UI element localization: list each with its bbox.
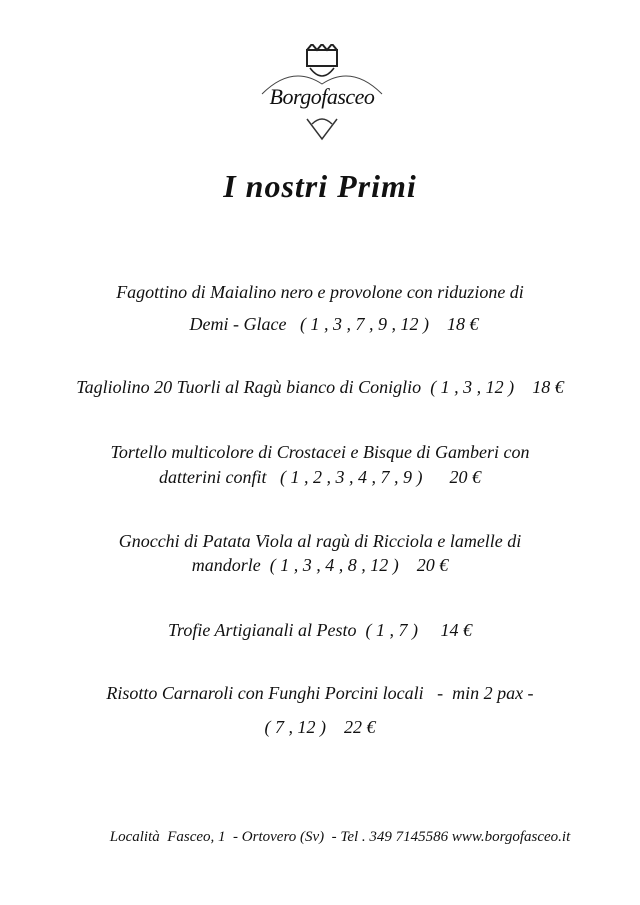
menu-item-3-details: datterini confit ( 1 , 2 , 3 , 4 , 7 , 9 ) 20 € [159, 467, 481, 487]
menu-item-4-details: mandorle ( 1 , 3 , 4 , 8 , 12 ) 20 € [191, 555, 449, 575]
menu-item-3-name: Tortello multicolore di Crostacei e Bisque di Gamberi con [110, 442, 530, 462]
price: 18 € [532, 377, 564, 397]
allergens: ( 1 , 3 , 4 , 8 , 12 ) [269, 555, 399, 575]
price: 18 € [446, 314, 479, 334]
page-title: I nostri Primi [223, 168, 417, 204]
logo-text: Borgofasceo [269, 84, 375, 109]
note: - min 2 pax - [437, 683, 534, 703]
price: 20 € [416, 555, 449, 575]
price: 14 € [440, 620, 473, 640]
menu-item-6-name: Risotto Carnaroli con Funghi Porcini locali - min 2 pax - [106, 683, 534, 703]
allergens: ( 7 , 12 ) [264, 717, 326, 737]
footer-contact: Località Fasceo, 1 - Ortovero (Sv) - Tel . 349 7145586 www.borgofasceo.it [109, 829, 571, 845]
allergens: ( 1 , 2 , 3 , 4 , 7 , 9 ) [280, 467, 423, 487]
menu-item-4-name: Gnocchi di Patata Viola al ragù di Ricciola e lamelle di [118, 531, 522, 551]
restaurant-logo [252, 44, 392, 144]
price: 22 € [344, 717, 376, 737]
allergens: ( 1 , 3 , 12 ) [430, 377, 515, 397]
menu-item-1-name: Fagottino di Maialino nero e provolone con riduzione di [116, 282, 524, 302]
allergens: ( 1 , 3 , 7 , 9 , 12 ) [299, 314, 429, 334]
price: 20 € [449, 467, 481, 487]
menu-item-5: Trofie Artigianali al Pesto ( 1 , 7 ) 14 € [167, 620, 473, 640]
allergens: ( 1 , 7 ) [365, 620, 419, 640]
menu-item-2: Tagliolino 20 Tuorli al Ragù bianco di Coniglio ( 1 , 3 , 12 ) 18 € [76, 377, 564, 397]
menu-item-1-details: Demi - Glace ( 1 , 3 , 7 , 9 , 12 ) 18 € [189, 314, 479, 334]
menu-item-6-details [0, 717, 640, 738]
